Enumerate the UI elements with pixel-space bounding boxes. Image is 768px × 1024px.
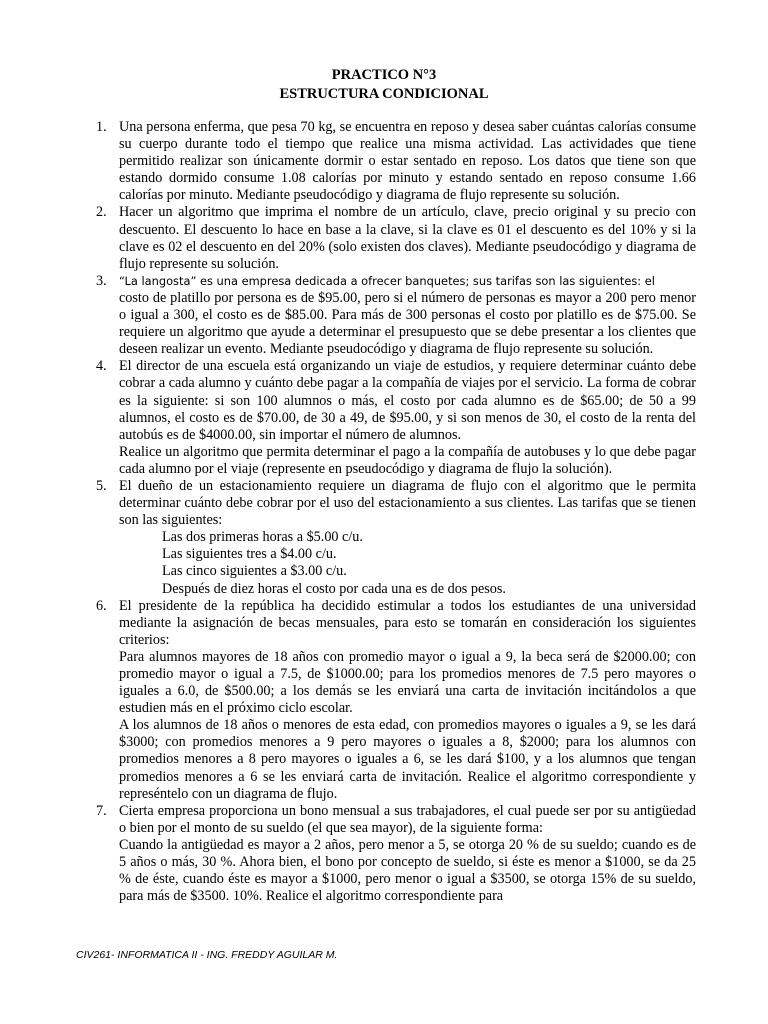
exercise-item [96,358,696,478]
exercise-item [96,119,696,204]
exercise-text: Hacer un algoritmo que imprima el nombre de un artículo, clave, precio original y su precio con descuento. El descuento lo hace en base a la clave, si la clave es 01 el descuento es del 10% y si la clave es 02 el descuento en del 20% (solo existen dos claves). Mediante pseudocódigo y diagrama de flujo represente su solución. [119,204,696,272]
exercise-item [96,273,696,358]
exercise-item [96,478,696,598]
document-subtitle: ESTRUCTURA CONDICIONAL [279,86,489,102]
exercise-text: A los alumnos de 18 años o menores de esta edad, con promedios mayores o iguales a 9, se les dará $3000; con promedios menores a 9 pero mayores o iguales a 8, $2000; para los alumnos con promedios menores a 8 pero mayores o iguales a 6, se les dará $100, y a los alumnos que tengan promedios menores a 6 se les enviará carta de invitación. Realice el algoritmo correspondiente y represéntelo con un diagrama de flujo. [119,717,696,802]
tariff-line: Después de diez horas el costo por cada una es de dos pesos. [162,580,506,597]
tariff-line: Las dos primeras horas a $5.00 c/u. [162,529,363,546]
exercise-text: Cuando la antigüedad es mayor a 2 años, pero menor a 5, se otorga 20 % de su sueldo; cuando es de 5 años o más, 30 %. Ahora bien, el bono por concepto de sueldo, si éste es menor a $1000, se da 25 % de éste, cuando éste es mayor a $1000, pero menor o igual a $3500, se otorga 15% de su sueldo, para más de $3500. 10%. Realice el algoritmo correspondiente para [119,836,696,905]
tariff-list [119,529,696,597]
document-title: PRACTICO N°3 [331,67,437,83]
tariff-line: Las cinco siguientes a $3.00 c/u. [162,563,347,580]
exercise-text: El dueño de un estacionamiento requiere un diagrama de flujo con el algoritmo que le permita determinar cuánto debe cobrar por el uso del estacionamiento a sus clientes. Las tarifas que se tienen son las siguientes: [119,477,696,529]
exercise-text: El director de una escuela está organizando un viaje de estudios, y requiere determinar cuánto debe cobrar a cada alumno y cuánto debe pagar a la compañía de viajes por el servicio. La forma de cobrar es la siguiente: si son 100 alumnos o más, el costo por cada alumno es de $65.00; de 50 a 99 alumnos, el costo es de $70.00, de 30 a 49, de $95.00, y si son menos de 30, el costo de la renta del autobús es de $4000.00, sin importar el número de alumnos. [119,358,696,443]
exercise-text: costo de platillo por persona es de $95.00, pero si el número de personas es mayor a 200 pero menor o igual a 300, el costo es de $85.00. Para más de 300 personas el costo por platillo es de $75.00. Se requiere un algoritmo que ayude a determinar el presupuesto que se debe presentar a los clientes que deseen realizar un evento. Mediante pseudocódigo y diagrama de flujo represente su solución. [119,289,696,358]
tariff-line: Las siguientes tres a $4.00 c/u. [162,546,337,563]
exercise-item [96,803,696,906]
exercise-item [96,598,696,803]
exercise-text: Para alumnos mayores de 18 años con promedio mayor o igual a 9, la beca será de $2000.00; con promedio mayor o igual a 7.5, de $1000.00; para los promedios menores de 7.5 pero mayores o iguales a 6.0, de $500.00; a los demás se les enviará una carta de invitación incitándolos a que estudien más en el próximo ciclo escolar. [119,648,696,717]
exercise-text: El presidente de la república ha decidido estimular a todos los estudiantes de una universidad mediante la asignación de becas mensuales, para esto se tomarán en consideración los siguientes criterios: [119,597,696,648]
exercise-number: 7. [96,802,107,819]
exercise-number: 6. [96,597,107,614]
exercise-text: Realice un algoritmo que permita determinar el pago a la compañía de autobuses y lo que debe pagar cada alumno por el viaje (represente en pseudocódigo y diagrama de flujo la solución). [119,443,696,477]
exercise-number: 5. [96,477,107,494]
exercise-number: 3. [96,272,107,289]
page-footer: CIV261- INFORMATICA II - ING. FREDDY AGUILAR M. [76,949,338,961]
exercise-number: 2. [96,204,107,221]
exercise-lead-line: “La langosta” es una empresa dedicada a ofrecer banquetes; sus tarifas son las siguientes: el [119,273,655,288]
exercise-item [96,204,696,272]
exercise-number: 4. [96,358,107,375]
exercise-text: Cierta empresa proporciona un bono mensual a sus trabajadores, el cual puede ser por su antigüedad o bien por el monto de su sueldo (el que sea mayor), de la siguiente forma: [119,802,696,836]
exercise-text: Una persona enferma, que pesa 70 kg, se encuentra en reposo y desea saber cuántas calorías consume su cuerpo durante todo el tiempo que realice una misma actividad. Las actividades que tiene permitido realizar son únicamente dormir o estar sentado en reposo. Los datos que tiene son que estando dormido consume 1.08 calorías por minuto y estando sentado en reposo consume 1.66 calorías por minuto. Mediante pseudocódigo y diagrama de flujo represente su solución. [119,119,696,204]
exercise-list [96,119,696,905]
exercise-number: 1. [96,119,107,135]
